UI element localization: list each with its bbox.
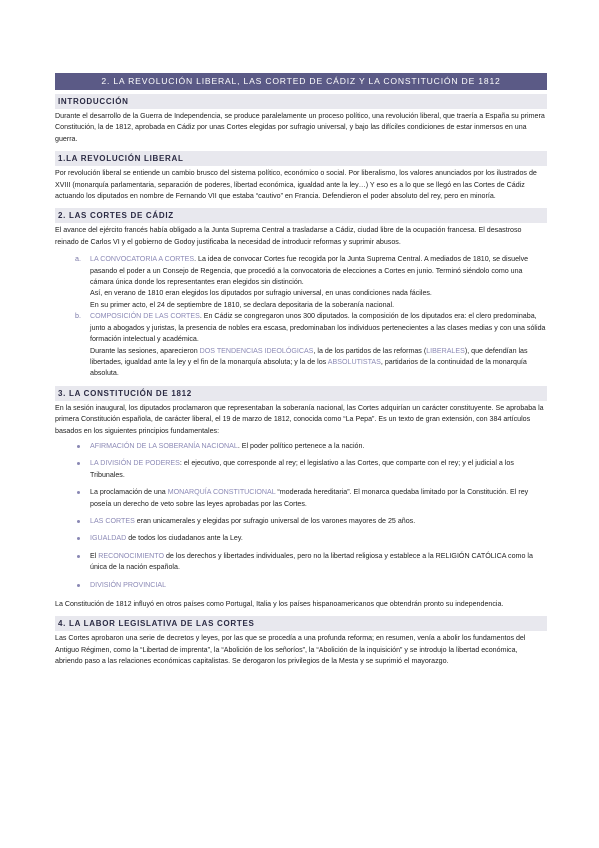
constitucion-closing: La Constitución de 1812 influyó en otros países como Portugal, Italia y los países hispanoamericanos que obtendrán pronto su independencia. bbox=[55, 600, 504, 608]
document-content bbox=[55, 73, 547, 668]
list-item bbox=[55, 458, 547, 481]
highlight-term: AFIRMACIÓN DE LA SOBERANÍA NACIONAL bbox=[90, 441, 238, 450]
list-marker: b. bbox=[75, 312, 81, 321]
list-item-text: Así, en verano de 1810 eran elegidos los diputados por sufragio universal, en unas condiciones nada fáciles. bbox=[90, 289, 432, 298]
section-heading-cortes: 2. LAS CORTES DE CÁDIZ bbox=[55, 208, 547, 223]
revolucion-paragraph: Por revolución liberal se entiende un cambio brusco del sistema político, económico o social. Por liberalismo, los valores anunciados por los ilustrados de XVIII (monarquía parlamentaria, separación de poderes, libertad económica, igualdad ante la ley…) Y eso es a lo que se llegó en las Cortes de Cádiz actuando los diputados en nombre de Fernando VII que estaba “cautivo” en Francia. Defendieron el poder absoluto del rey, pero en minoría. bbox=[55, 169, 537, 201]
section-heading-constitucion: 3. LA CONSTITUCIÓN DE 1812 bbox=[55, 386, 547, 401]
highlight-term: LIBERALES bbox=[426, 346, 465, 355]
list-item-text: . En Cádiz se congregaron unos 300 diputados. la composición de los diputados era: el clero predominaba, junto a abogados y juristas, la presencia de nobles era escasa, predominaban los individuos pertenecientes a las clases medias y con una sólida formación intelectual y académica. bbox=[90, 312, 546, 344]
list-item bbox=[55, 311, 547, 379]
list-item bbox=[55, 441, 547, 452]
list-item-text bbox=[90, 346, 547, 380]
text-run: de los derechos y libertades individuales, pero no la libertad religiosa y establece a la RELIGIÓN CATÓLICA como la única de la nación española. bbox=[90, 551, 533, 572]
document-title: 2. LA REVOLUCIÓN LIBERAL, LAS CORTED DE CÁDIZ Y LA CONSTITUCIÓN DE 1812 bbox=[55, 73, 547, 90]
section-heading-revolucion: 1.LA REVOLUCIÓN LIBERAL bbox=[55, 151, 547, 166]
bullet-dot-icon bbox=[77, 584, 80, 587]
bullet-dot-icon bbox=[77, 445, 80, 448]
cortes-paragraph: El avance del ejército francés había obligado a la Junta Suprema Central a trasladarse a Cádiz, ciudad libre de la ocupación francesa. El desastroso reinado de Carlos VI y el gobierno de Godoy justificaba la necesidad de introducir reformas y suprimir abusos. bbox=[55, 226, 522, 246]
list-item bbox=[55, 551, 547, 574]
bullet-dot-icon bbox=[77, 491, 80, 494]
highlight-term: DOS TENDENCIAS IDEOLÓGICAS bbox=[199, 346, 314, 355]
highlight-term: LA CONVOCATORIA A CORTES bbox=[90, 255, 195, 264]
cortes-list bbox=[55, 254, 547, 379]
list-item bbox=[55, 254, 547, 311]
highlight-term: COMPOSICIÓN DE LAS CORTES bbox=[90, 312, 200, 321]
text-run: La proclamación de una bbox=[90, 488, 168, 497]
text-run: , la de los partidos de las reformas ( bbox=[313, 346, 427, 355]
text-run: , partidarios de la continuidad de la monarquía absoluta. bbox=[90, 357, 527, 378]
list-item bbox=[55, 487, 547, 510]
text-run: : el ejecutivo, que corresponde al rey; el legislativo a las Cortes, que comparte con el rey; y el judicial a los Tribunales. bbox=[90, 459, 514, 479]
intro-paragraph: Durante el desarrollo de la Guerra de Independencia, se produce paralelamente un proceso político, una revolución liberal, que traería a España su primera Constitución, la de 1812, aprobada en Cádiz por unas Cortes elegidas por sufragio universal, y bajo las difíciles condiciones de estar inmersos en una guerra. bbox=[55, 112, 545, 143]
highlight-term: LAS CORTES bbox=[90, 516, 135, 525]
list-item bbox=[55, 580, 547, 591]
list-item-text: . La idea de convocar Cortes fue recogida por la Junta Suprema Central. A mediados de 1810, se disuelve pasando el poder a un Consejo de Regencia, que procedió a la convocatoria de elecciones a Cortes en junio. Terminó siéndolo como una cámara única donde los representantes eran elegidos sin distinción. bbox=[90, 255, 529, 287]
bullet-dot-icon bbox=[77, 537, 80, 540]
text-run: Durante las sesiones, aparecieron bbox=[90, 346, 200, 355]
bullet-dot-icon bbox=[77, 462, 80, 465]
highlight-term: ABSOLUTISTAS bbox=[327, 357, 381, 366]
bullet-dot-icon bbox=[77, 555, 80, 558]
principles-list bbox=[55, 441, 547, 591]
text-run: El bbox=[90, 551, 99, 560]
highlight-term: MONARQUÍA CONSTITUCIONAL bbox=[167, 488, 276, 497]
text-run: “moderada hereditaria”. El monarca quedaba limitado por la Constitución. El rey poseía un derecho de veto sobre las leyes aprobadas por las Cortes. bbox=[90, 488, 529, 508]
highlight-term: LA DIVISIÓN DE PODERES bbox=[90, 459, 180, 468]
text-run: de todos los ciudadanos ante la Ley. bbox=[126, 534, 243, 543]
section-heading-intro: INTRODUCCIÓN bbox=[55, 94, 547, 109]
highlight-term: IGUALDAD bbox=[90, 534, 127, 543]
list-item-text: En su primer acto, el 24 de septiembre de 1810, se declara depositaria de la soberanía nacional. bbox=[90, 300, 395, 309]
text-run: eran unicamerales y elegidas por sufragio universal de los varones mayores de 25 años. bbox=[134, 516, 416, 525]
text-run: . El poder político pertenece a la nación. bbox=[237, 441, 365, 450]
constitucion-paragraph: En la sesión inaugural, los diputados proclamaron que representaban la soberanía nacional, las Cortes adquirían un carácter constituyente. Se aprobaba la primera Constitución española, de carácter liberal, el 19 de marzo de 1812, conocida como “La Pepa”. Es un texto de gran extensión, con 384 artículos basados en los siguientes principios fundamentales: bbox=[55, 403, 544, 435]
list-item bbox=[55, 516, 547, 527]
list-item bbox=[55, 533, 547, 544]
bullet-dot-icon bbox=[77, 520, 80, 523]
text-run: ), que defendían las libertades, igualdad ante la ley y el fin de la monarquía absoluta; y la de los bbox=[90, 346, 528, 366]
highlight-term: RECONOCIMIENTO bbox=[98, 551, 164, 560]
list-marker: a. bbox=[75, 255, 81, 264]
labor-paragraph: Las Cortes aprobaron una serie de decretos y leyes, por las que se procedía a una profunda reforma; en resumen, venía a abolir los fundamentos del Antiguo Régimen, como la “Libertad de imprenta”, la “Abolición de los señoríos”, la “Abolición de la inquisición” y se introdujo la libertad económica, abriendo paso a las relaciones económicas capitalistas. Se derogaron los privilegios de la Mesta y se suprimió el mayorazgo. bbox=[55, 634, 526, 666]
highlight-term: DIVISIÓN PROVINCIAL bbox=[90, 580, 167, 589]
section-heading-labor: 4. LA LABOR LEGISLATIVA DE LAS CORTES bbox=[55, 616, 547, 631]
